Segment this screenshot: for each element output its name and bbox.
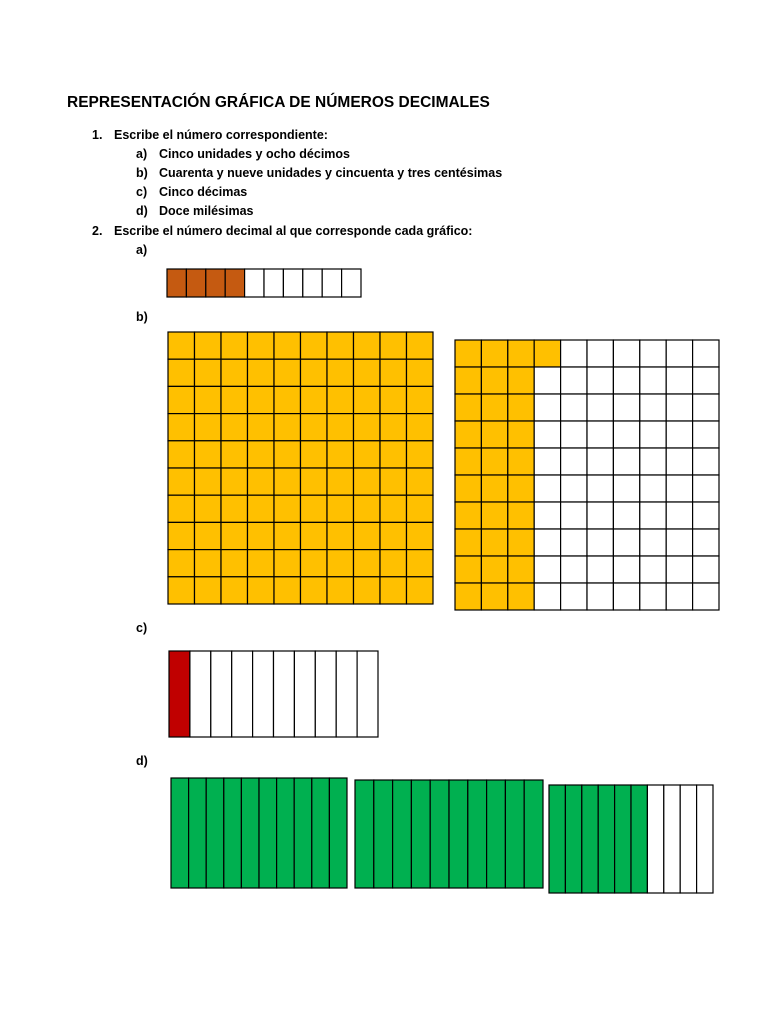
empty-cell bbox=[647, 785, 663, 893]
empty-cell bbox=[587, 529, 613, 556]
shaded-cell bbox=[248, 522, 275, 549]
empty-cell bbox=[666, 529, 692, 556]
shaded-cell bbox=[195, 522, 222, 549]
empty-cell bbox=[693, 394, 719, 421]
shaded-cell bbox=[301, 522, 328, 549]
shaded-cell bbox=[508, 556, 534, 583]
shaded-cell bbox=[221, 359, 248, 386]
empty-cell bbox=[264, 269, 283, 297]
empty-cell bbox=[640, 583, 666, 610]
empty-cell bbox=[534, 556, 560, 583]
shaded-cell bbox=[277, 778, 295, 888]
shaded-cell bbox=[168, 414, 195, 441]
shaded-cell bbox=[221, 522, 248, 549]
empty-cell bbox=[587, 367, 613, 394]
shaded-cell bbox=[221, 441, 248, 468]
shaded-cell bbox=[380, 414, 407, 441]
empty-cell bbox=[640, 394, 666, 421]
shaded-cell bbox=[327, 441, 354, 468]
shaded-cell bbox=[407, 468, 434, 495]
empty-cell bbox=[315, 651, 336, 737]
empty-cell bbox=[561, 529, 587, 556]
shaded-cell bbox=[481, 340, 507, 367]
shaded-cell bbox=[168, 522, 195, 549]
empty-cell bbox=[613, 556, 639, 583]
shaded-cell bbox=[168, 495, 195, 522]
empty-cell bbox=[613, 421, 639, 448]
shaded-cell bbox=[380, 522, 407, 549]
shaded-cell bbox=[195, 332, 222, 359]
shaded-cell bbox=[274, 522, 301, 549]
shaded-cell bbox=[354, 577, 381, 604]
empty-cell bbox=[561, 583, 587, 610]
empty-cell bbox=[666, 394, 692, 421]
empty-cell bbox=[693, 502, 719, 529]
empty-cell bbox=[561, 421, 587, 448]
item-text: Doce milésimas bbox=[159, 204, 254, 218]
shaded-cell bbox=[248, 441, 275, 468]
empty-cell bbox=[587, 421, 613, 448]
figure-b-grid-2 bbox=[454, 339, 720, 611]
question-1 bbox=[92, 128, 328, 142]
shaded-cell bbox=[327, 386, 354, 413]
empty-cell bbox=[640, 340, 666, 367]
shaded-cell bbox=[449, 780, 468, 888]
shaded-cell bbox=[354, 468, 381, 495]
shaded-cell bbox=[274, 414, 301, 441]
shaded-cell bbox=[274, 441, 301, 468]
shaded-cell bbox=[274, 332, 301, 359]
shaded-cell bbox=[505, 780, 524, 888]
shaded-cell bbox=[274, 495, 301, 522]
shaded-cell bbox=[327, 468, 354, 495]
shaded-cell bbox=[380, 550, 407, 577]
shaded-cell bbox=[274, 550, 301, 577]
shaded-cell bbox=[168, 359, 195, 386]
shaded-cell bbox=[248, 550, 275, 577]
empty-cell bbox=[680, 785, 696, 893]
empty-cell bbox=[640, 448, 666, 475]
shaded-cell bbox=[455, 583, 481, 610]
empty-cell bbox=[561, 367, 587, 394]
shaded-cell bbox=[481, 448, 507, 475]
empty-cell bbox=[666, 502, 692, 529]
shaded-cell bbox=[407, 332, 434, 359]
shaded-cell bbox=[354, 414, 381, 441]
shaded-cell bbox=[169, 651, 190, 737]
empty-cell bbox=[640, 367, 666, 394]
empty-cell bbox=[666, 340, 692, 367]
shaded-cell bbox=[301, 550, 328, 577]
shaded-cell bbox=[186, 269, 205, 297]
empty-cell bbox=[693, 475, 719, 502]
question-2 bbox=[92, 224, 472, 238]
shaded-cell bbox=[221, 550, 248, 577]
question-1-item-b bbox=[136, 166, 502, 180]
shaded-cell bbox=[455, 529, 481, 556]
empty-cell bbox=[587, 340, 613, 367]
shaded-cell bbox=[327, 414, 354, 441]
empty-cell bbox=[587, 448, 613, 475]
empty-cell bbox=[697, 785, 713, 893]
empty-cell bbox=[587, 583, 613, 610]
empty-cell bbox=[613, 340, 639, 367]
empty-cell bbox=[587, 556, 613, 583]
empty-cell bbox=[640, 556, 666, 583]
shaded-cell bbox=[301, 414, 328, 441]
shaded-cell bbox=[195, 414, 222, 441]
shaded-cell bbox=[508, 421, 534, 448]
shaded-cell bbox=[241, 778, 259, 888]
empty-cell bbox=[613, 583, 639, 610]
shaded-cell bbox=[312, 778, 330, 888]
figure-d-strip-1 bbox=[170, 777, 348, 889]
empty-cell bbox=[640, 421, 666, 448]
shaded-cell bbox=[407, 550, 434, 577]
shaded-cell bbox=[274, 386, 301, 413]
shaded-cell bbox=[354, 332, 381, 359]
shaded-cell bbox=[393, 780, 412, 888]
empty-cell bbox=[274, 651, 295, 737]
shaded-cell bbox=[565, 785, 581, 893]
shaded-cell bbox=[631, 785, 647, 893]
empty-cell bbox=[561, 475, 587, 502]
empty-cell bbox=[613, 502, 639, 529]
shaded-cell bbox=[168, 577, 195, 604]
item-text: Cuarenta y nueve unidades y cincuenta y tres centésimas bbox=[159, 166, 503, 180]
shaded-cell bbox=[508, 502, 534, 529]
item-letter: d) bbox=[136, 204, 148, 218]
item-text: Cinco décimas bbox=[159, 185, 248, 199]
shaded-cell bbox=[354, 359, 381, 386]
empty-cell bbox=[613, 475, 639, 502]
item-text: Cinco unidades y ocho décimos bbox=[159, 147, 351, 161]
empty-cell bbox=[534, 475, 560, 502]
shaded-cell bbox=[195, 441, 222, 468]
figure-b-label: b) bbox=[136, 310, 148, 324]
shaded-cell bbox=[168, 332, 195, 359]
shaded-cell bbox=[481, 421, 507, 448]
question-1-item-d bbox=[136, 204, 254, 218]
shaded-cell bbox=[248, 359, 275, 386]
question-2-number: 2. bbox=[92, 224, 103, 238]
shaded-cell bbox=[274, 359, 301, 386]
figure-c-label: c) bbox=[136, 621, 148, 635]
shaded-cell bbox=[248, 495, 275, 522]
shaded-cell bbox=[407, 441, 434, 468]
empty-cell bbox=[693, 448, 719, 475]
shaded-cell bbox=[329, 778, 347, 888]
shaded-cell bbox=[508, 394, 534, 421]
question-2-text: Escribe el número decimal al que corresponde cada gráfico: bbox=[114, 224, 473, 238]
shaded-cell bbox=[534, 340, 560, 367]
empty-cell bbox=[561, 448, 587, 475]
shaded-cell bbox=[294, 778, 312, 888]
shaded-cell bbox=[508, 475, 534, 502]
shaded-cell bbox=[407, 577, 434, 604]
shaded-cell bbox=[380, 359, 407, 386]
empty-cell bbox=[245, 269, 264, 297]
shaded-cell bbox=[455, 448, 481, 475]
question-1-text: Escribe el número correspondiente: bbox=[114, 128, 328, 142]
shaded-cell bbox=[301, 577, 328, 604]
shaded-cell bbox=[380, 386, 407, 413]
empty-cell bbox=[294, 651, 315, 737]
empty-cell bbox=[640, 529, 666, 556]
item-letter: b) bbox=[136, 166, 148, 180]
shaded-cell bbox=[481, 502, 507, 529]
shaded-cell bbox=[455, 556, 481, 583]
shaded-cell bbox=[168, 386, 195, 413]
shaded-cell bbox=[549, 785, 565, 893]
question-1-item-a bbox=[136, 147, 350, 161]
shaded-cell bbox=[195, 495, 222, 522]
figure-a-label: a) bbox=[136, 243, 148, 257]
shaded-cell bbox=[374, 780, 393, 888]
empty-cell bbox=[534, 529, 560, 556]
shaded-cell bbox=[455, 502, 481, 529]
empty-cell bbox=[613, 394, 639, 421]
shaded-cell bbox=[468, 780, 487, 888]
shaded-cell bbox=[189, 778, 207, 888]
shaded-cell bbox=[407, 359, 434, 386]
shaded-cell bbox=[355, 780, 374, 888]
shaded-cell bbox=[487, 780, 506, 888]
shaded-cell bbox=[524, 780, 543, 888]
shaded-cell bbox=[481, 475, 507, 502]
shaded-cell bbox=[259, 778, 277, 888]
shaded-cell bbox=[225, 269, 244, 297]
empty-cell bbox=[561, 394, 587, 421]
shaded-cell bbox=[301, 468, 328, 495]
shaded-cell bbox=[327, 522, 354, 549]
empty-cell bbox=[666, 583, 692, 610]
shaded-cell bbox=[354, 441, 381, 468]
shaded-cell bbox=[167, 269, 186, 297]
empty-cell bbox=[561, 556, 587, 583]
shaded-cell bbox=[582, 785, 598, 893]
shaded-cell bbox=[380, 441, 407, 468]
empty-cell bbox=[693, 340, 719, 367]
shaded-cell bbox=[455, 394, 481, 421]
shaded-cell bbox=[455, 421, 481, 448]
shaded-cell bbox=[301, 441, 328, 468]
figure-d-label: d) bbox=[136, 754, 148, 768]
shaded-cell bbox=[455, 367, 481, 394]
shaded-cell bbox=[354, 522, 381, 549]
empty-cell bbox=[587, 502, 613, 529]
empty-cell bbox=[666, 421, 692, 448]
shaded-cell bbox=[195, 359, 222, 386]
empty-cell bbox=[693, 556, 719, 583]
shaded-cell bbox=[508, 583, 534, 610]
shaded-cell bbox=[407, 386, 434, 413]
shaded-cell bbox=[407, 495, 434, 522]
empty-cell bbox=[640, 475, 666, 502]
empty-cell bbox=[357, 651, 378, 737]
empty-cell bbox=[613, 529, 639, 556]
shaded-cell bbox=[171, 778, 189, 888]
shaded-cell bbox=[354, 386, 381, 413]
shaded-cell bbox=[508, 367, 534, 394]
shaded-cell bbox=[301, 332, 328, 359]
empty-cell bbox=[534, 583, 560, 610]
shaded-cell bbox=[221, 332, 248, 359]
empty-cell bbox=[587, 475, 613, 502]
empty-cell bbox=[534, 502, 560, 529]
shaded-cell bbox=[411, 780, 430, 888]
empty-cell bbox=[534, 367, 560, 394]
shaded-cell bbox=[380, 468, 407, 495]
shaded-cell bbox=[430, 780, 449, 888]
shaded-cell bbox=[195, 550, 222, 577]
empty-cell bbox=[534, 448, 560, 475]
empty-cell bbox=[693, 367, 719, 394]
shaded-cell bbox=[221, 414, 248, 441]
shaded-cell bbox=[195, 386, 222, 413]
item-letter: c) bbox=[136, 185, 148, 199]
figure-b-grid-1 bbox=[167, 331, 434, 605]
empty-cell bbox=[666, 448, 692, 475]
figure-a-strip bbox=[166, 268, 362, 298]
figure-d-strip-2 bbox=[354, 779, 544, 889]
empty-cell bbox=[640, 502, 666, 529]
shaded-cell bbox=[195, 577, 222, 604]
shaded-cell bbox=[206, 269, 225, 297]
shaded-cell bbox=[481, 367, 507, 394]
empty-cell bbox=[666, 367, 692, 394]
empty-cell bbox=[693, 421, 719, 448]
shaded-cell bbox=[508, 340, 534, 367]
shaded-cell bbox=[248, 386, 275, 413]
shaded-cell bbox=[195, 468, 222, 495]
shaded-cell bbox=[301, 359, 328, 386]
shaded-cell bbox=[407, 414, 434, 441]
shaded-cell bbox=[221, 495, 248, 522]
empty-cell bbox=[613, 448, 639, 475]
item-letter: a) bbox=[136, 147, 148, 161]
empty-cell bbox=[587, 394, 613, 421]
shaded-cell bbox=[301, 495, 328, 522]
empty-cell bbox=[190, 651, 211, 737]
empty-cell bbox=[336, 651, 357, 737]
empty-cell bbox=[322, 269, 341, 297]
shaded-cell bbox=[274, 468, 301, 495]
empty-cell bbox=[664, 785, 680, 893]
shaded-cell bbox=[248, 577, 275, 604]
empty-cell bbox=[693, 583, 719, 610]
shaded-cell bbox=[274, 577, 301, 604]
shaded-cell bbox=[168, 441, 195, 468]
figure-d-strip-3 bbox=[548, 784, 714, 894]
shaded-cell bbox=[407, 522, 434, 549]
shaded-cell bbox=[327, 359, 354, 386]
empty-cell bbox=[534, 394, 560, 421]
shaded-cell bbox=[508, 529, 534, 556]
empty-cell bbox=[561, 340, 587, 367]
shaded-cell bbox=[168, 550, 195, 577]
shaded-cell bbox=[615, 785, 631, 893]
page-title: REPRESENTACIÓN GRÁFICA DE NÚMEROS DECIMALES bbox=[67, 94, 490, 111]
shaded-cell bbox=[248, 468, 275, 495]
shaded-cell bbox=[354, 495, 381, 522]
shaded-cell bbox=[221, 468, 248, 495]
empty-cell bbox=[613, 367, 639, 394]
shaded-cell bbox=[380, 332, 407, 359]
shaded-cell bbox=[481, 556, 507, 583]
empty-cell bbox=[211, 651, 232, 737]
empty-cell bbox=[342, 269, 361, 297]
empty-cell bbox=[232, 651, 253, 737]
empty-cell bbox=[534, 421, 560, 448]
shaded-cell bbox=[380, 577, 407, 604]
empty-cell bbox=[561, 502, 587, 529]
shaded-cell bbox=[327, 550, 354, 577]
shaded-cell bbox=[221, 386, 248, 413]
shaded-cell bbox=[481, 583, 507, 610]
shaded-cell bbox=[455, 340, 481, 367]
shaded-cell bbox=[508, 448, 534, 475]
shaded-cell bbox=[168, 468, 195, 495]
empty-cell bbox=[666, 475, 692, 502]
question-1-number: 1. bbox=[92, 128, 103, 142]
shaded-cell bbox=[206, 778, 224, 888]
figure-c-strip bbox=[168, 650, 379, 738]
shaded-cell bbox=[327, 577, 354, 604]
empty-cell bbox=[303, 269, 322, 297]
shaded-cell bbox=[224, 778, 242, 888]
shaded-cell bbox=[327, 332, 354, 359]
empty-cell bbox=[283, 269, 302, 297]
shaded-cell bbox=[481, 394, 507, 421]
empty-cell bbox=[253, 651, 274, 737]
question-1-item-c bbox=[136, 185, 247, 199]
shaded-cell bbox=[301, 386, 328, 413]
shaded-cell bbox=[221, 577, 248, 604]
shaded-cell bbox=[380, 495, 407, 522]
empty-cell bbox=[666, 556, 692, 583]
empty-cell bbox=[693, 529, 719, 556]
shaded-cell bbox=[354, 550, 381, 577]
shaded-cell bbox=[248, 332, 275, 359]
shaded-cell bbox=[598, 785, 614, 893]
shaded-cell bbox=[327, 495, 354, 522]
shaded-cell bbox=[455, 475, 481, 502]
shaded-cell bbox=[481, 529, 507, 556]
shaded-cell bbox=[248, 414, 275, 441]
